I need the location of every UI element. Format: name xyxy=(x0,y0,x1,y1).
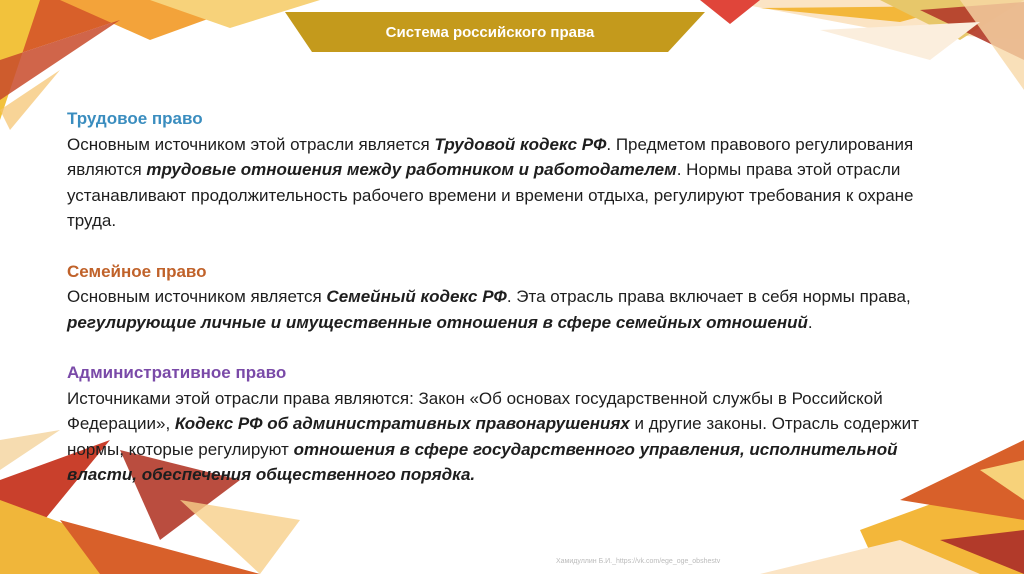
text-run: . Эта отрасль права включает в себя нормы права, xyxy=(506,287,911,306)
emphasis-family-code: Семейный кодекс РФ xyxy=(326,287,507,306)
emphasis-labor-relations: трудовые отношения между работником и работодателем xyxy=(146,160,677,179)
section-labor-law xyxy=(67,106,967,234)
text-run: Основным источником этой отрасли является xyxy=(67,134,435,154)
footer-credit: Хамидуллин Б.И._https://vk.com/ege_oge_obshestv xyxy=(556,558,721,565)
paragraph-labor-law xyxy=(67,132,967,234)
text-run: . Предметом правового регулирования являются xyxy=(67,134,914,179)
emphasis-family-relations: регулирующие личные и имущественные отношения в сфере семейных отношений xyxy=(67,312,808,332)
slide-title: Система российского права xyxy=(385,23,595,41)
heading-labor-law: Трудовое право xyxy=(67,109,203,128)
text-run: Источниками этой отрасли права являются: Закон «Об основах государственной службы в Российской Федерации», xyxy=(67,388,883,433)
heading-administrative-law: Административное право xyxy=(67,363,287,382)
paragraph-family-law xyxy=(67,284,967,335)
section-administrative-law xyxy=(67,360,967,488)
text-run: . Нормы права этой отрасли устанавливают продолжительность рабочего времени и времени отдыха, регулируют требования к охране труда. xyxy=(67,160,914,230)
emphasis-admin-relations: отношения в сфере государственного управления, исполнительной власти, обеспечения общественного порядка. xyxy=(67,439,898,484)
heading-family-law: Семейное право xyxy=(67,261,207,281)
text-run: Основным источником является xyxy=(67,287,327,306)
section-family-law xyxy=(67,259,967,336)
slide-content xyxy=(67,106,967,513)
emphasis-admin-code: Кодекс РФ об административных правонарушениях xyxy=(174,414,630,433)
paragraph-administrative-law xyxy=(67,386,967,488)
text-run: и другие законы. Отрасль содержит нормы, которые регулируют xyxy=(67,414,919,459)
text-run: . xyxy=(807,312,813,332)
emphasis-labor-code: Трудовой кодекс РФ xyxy=(434,134,607,154)
